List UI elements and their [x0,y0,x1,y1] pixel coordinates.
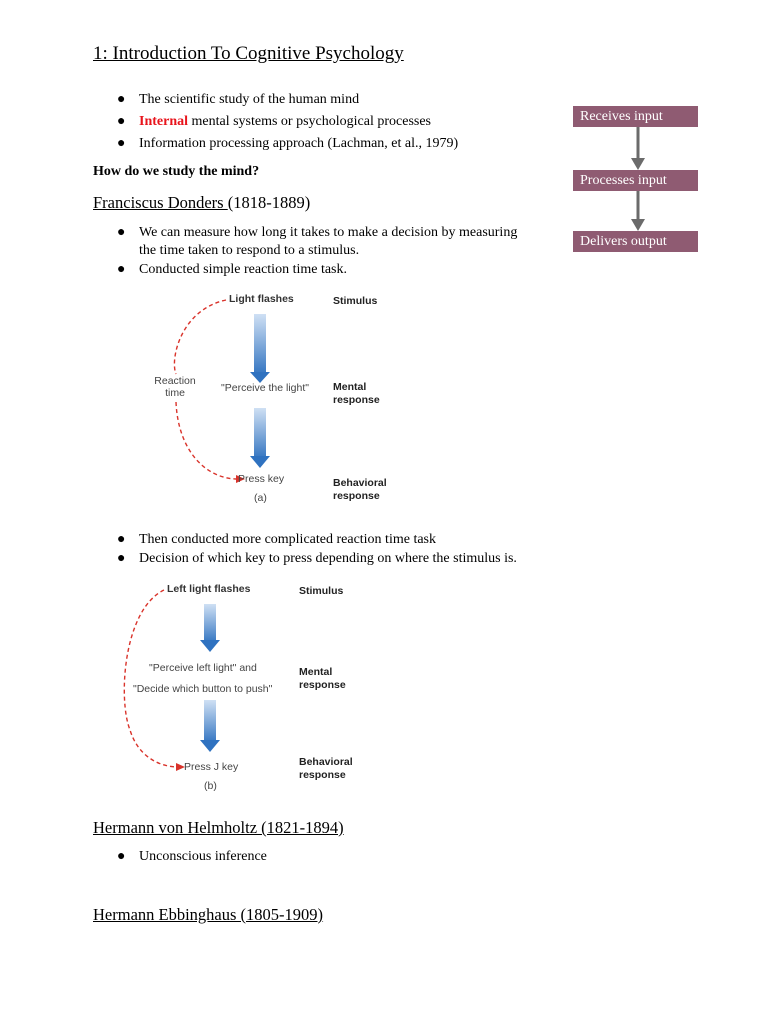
bullet-icon: ● [117,92,126,107]
flow-box-receives: Receives input [573,106,698,127]
figure-a-bottom: Press key [238,473,285,485]
heading-ebbinghaus: Hermann Ebbinghaus (1805-1909) [93,905,324,924]
figure-b-middle-1: "Perceive left light" and [149,662,257,674]
figure-b-bottom: Press J key [184,761,239,773]
heading-donders: Franciscus Donders (1818-1889) [93,193,311,212]
donders-bullet-3: Then conducted more complicated reaction time task [139,532,436,547]
donders-bullet-1b: the time taken to respond to a stimulus. [139,243,360,258]
figure-b-label-behavioral: Behavioral response [299,756,353,781]
figure-a-label-behavioral: Behavioral response [333,477,387,502]
figure-b-middle-2: "Decide which button to push" [133,683,273,695]
figure-a-label-mental: Mental response [333,381,380,406]
donders-bullet-2: Conducted simple reaction time task. [139,262,348,277]
figure-a-side: Reaction time [154,375,196,399]
flow-box-processes: Processes input [573,170,698,191]
figure-a-top: Light flashes [229,293,294,305]
flow-arrows [626,127,650,231]
bullet-icon: ● [117,849,126,864]
intro-bullet-1: The scientific study of the human mind [139,92,360,107]
bullet-icon: ● [117,225,126,240]
helmholtz-bullet-1: Unconscious inference [139,849,267,864]
flow-box-delivers: Delivers output [573,231,698,252]
figure-b-label-mental: Mental response [299,666,346,691]
bullet-icon: ● [117,551,126,566]
donders-bullet-1a: We can measure how long it takes to make a decision by measuring [139,225,518,240]
bullet-icon: ● [117,532,126,547]
figure-b-label-stimulus: Stimulus [299,585,344,597]
figure-b-caption: (b) [204,780,217,792]
bullet-icon: ● [117,114,126,129]
intro-bullet-2: Internal mental systems or psychological processes [139,114,432,129]
figure-b-arrows [118,580,238,780]
heading-helmholtz: Hermann von Helmholtz (1821-1894) [93,818,344,837]
section-question: How do we study the mind? [93,164,260,179]
figure-a-label-stimulus: Stimulus [333,295,378,307]
figure-a-middle: "Perceive the light" [221,382,309,394]
page-title: 1: Introduction To Cognitive Psychology [93,43,404,64]
figure-b-top: Left light flashes [167,583,251,595]
donders-bullet-4: Decision of which key to press depending on where the stimulus is. [139,551,517,566]
bullet-icon: ● [117,136,126,151]
bullet-icon: ● [117,262,126,277]
figure-a-caption: (a) [254,492,267,504]
intro-bullet-3: Information processing approach (Lachman, et al., 1979) [139,136,459,151]
